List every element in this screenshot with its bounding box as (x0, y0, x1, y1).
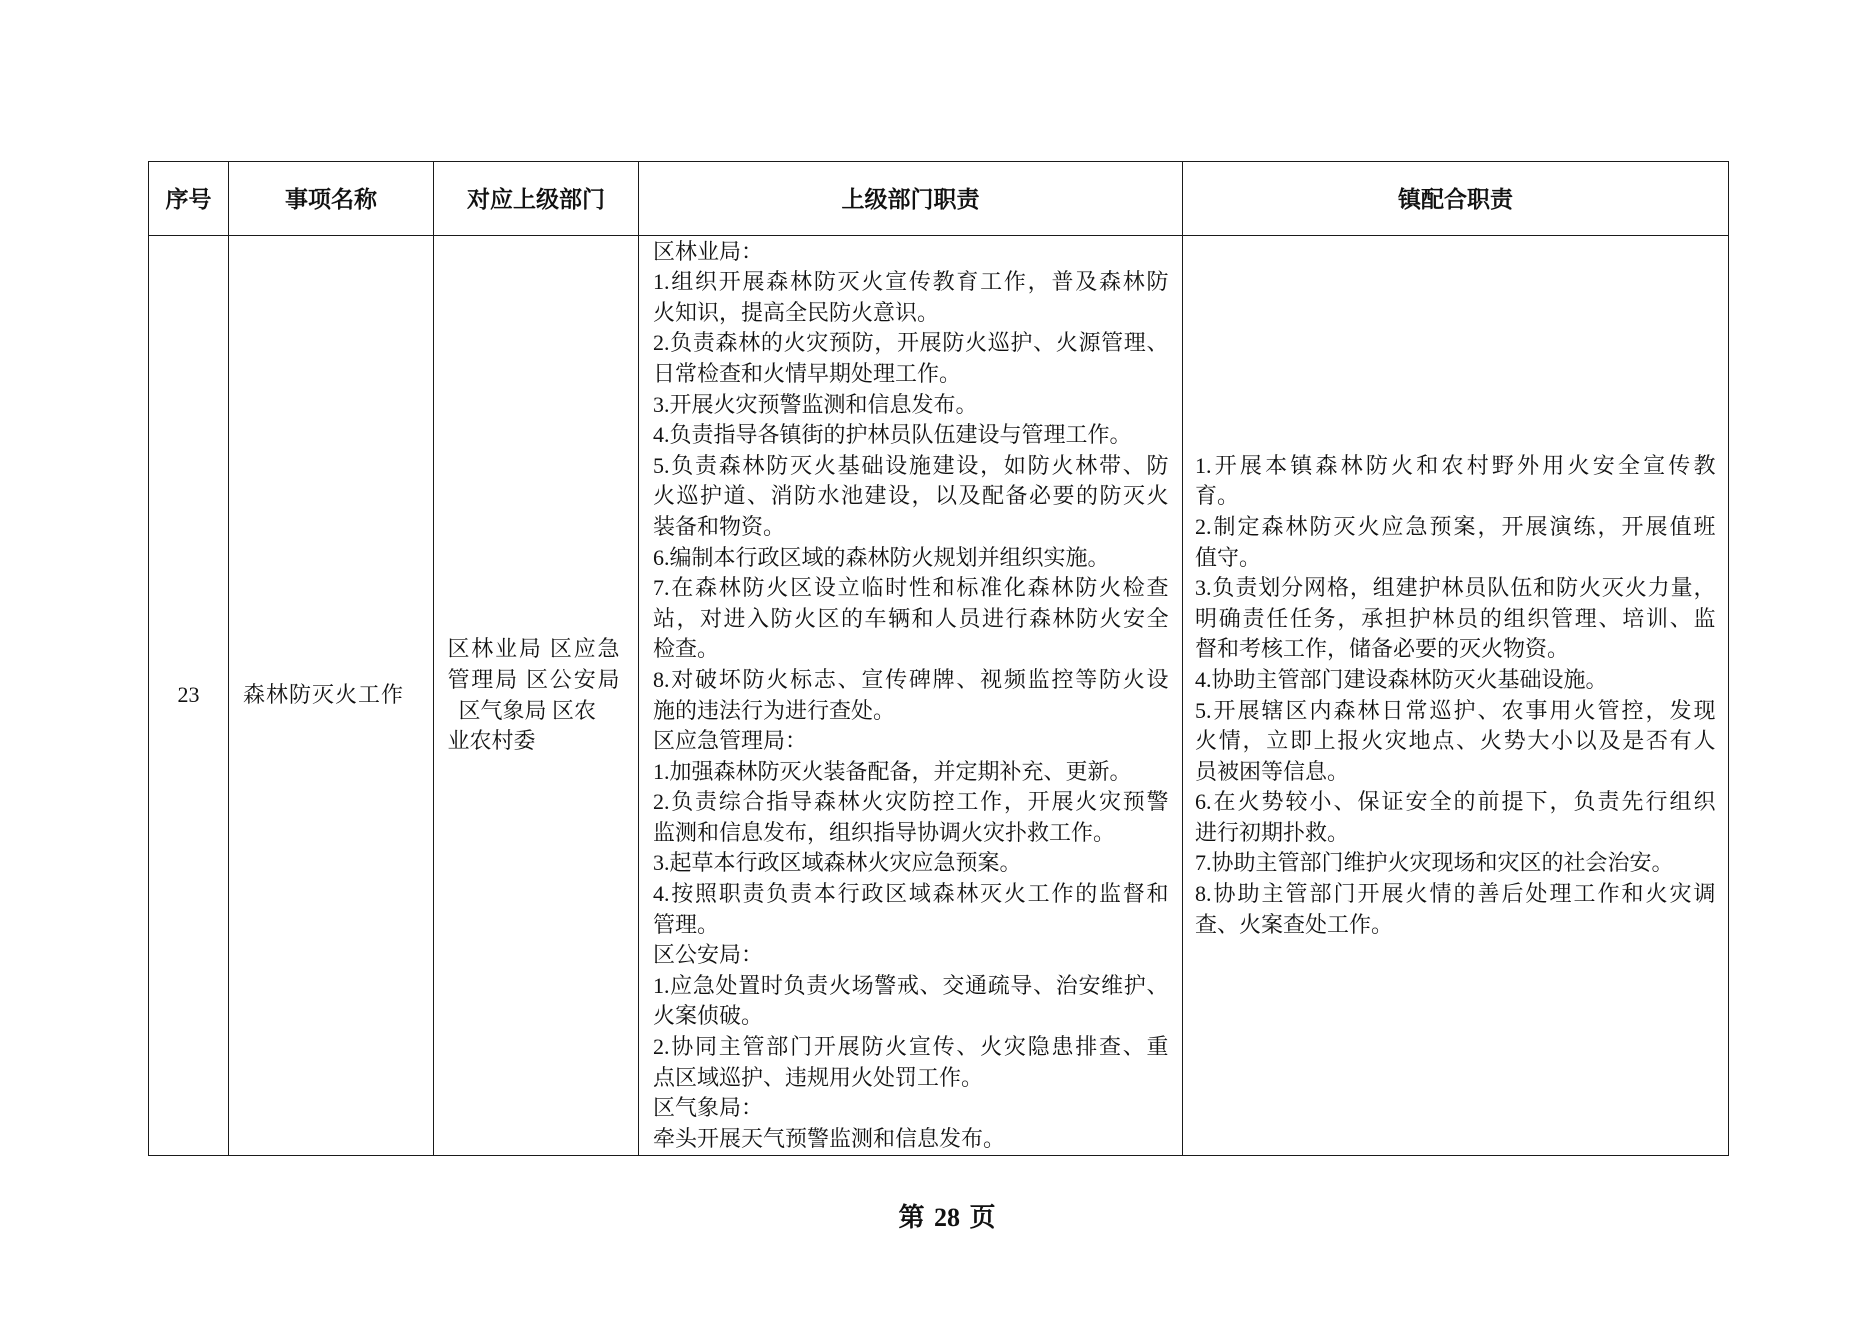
duty-section (653, 237, 1169, 727)
town-duty-line: 7.协助主管部门维护火灾现场和灾区的社会治安。 (1195, 850, 1674, 876)
town-duty-line: 1.开展本镇森林防火和农村野外用火安全宣传教 (1195, 452, 1716, 478)
duty-item (653, 1124, 1169, 1155)
duty-line: 8.对破坏防火标志、宣传碑牌、视频监控等防火设 (653, 666, 1169, 692)
duties-table (148, 161, 1729, 1156)
duty-line: 3.开展火灾预警监测和信息发布。 (653, 391, 978, 417)
town-duty-line: 育。 (1195, 483, 1240, 509)
duty-line: 管理。 (653, 911, 720, 937)
duty-line: 牵头开展天气预警监测和信息发布。 (653, 1125, 1006, 1151)
duty-line: 火巡护道、消防水池建设，以及配备必要的防灭火 (653, 483, 1169, 509)
duty-item (653, 451, 1169, 543)
duty-line: 4.按照职责负责本行政区域森林灭火工作的监督和 (653, 881, 1169, 907)
duty-line: 火知识，提高全民防火意识。 (653, 299, 940, 325)
duty-item (653, 390, 1169, 421)
town-duty-line: 3.负责划分网格，组建护林员队伍和防火灭火力量， (1195, 575, 1716, 601)
duty-item (653, 543, 1169, 574)
town-duty-line: 8.协助主管部门开展火情的善后处理工作和火灾调 (1195, 881, 1716, 907)
item-name: 森林防灭火工作 (243, 682, 405, 708)
town-duty-item (1195, 665, 1716, 696)
town-duty-line: 查、火案查处工作。 (1195, 911, 1394, 937)
duty-item (653, 420, 1169, 451)
town-duty-item (1195, 696, 1716, 788)
duty-line: 2.协同主管部门开展防火宣传、火灾隐患排查、重 (653, 1034, 1169, 1060)
duty-section-heading: 区应急管理局： (653, 728, 808, 754)
duty-line: 7.在森林防火区设立临时性和标准化森林防火检查 (653, 575, 1169, 601)
town-duty-line: 督和考核工作，储备必要的灭火物资。 (1195, 636, 1570, 662)
upper-duties-text (653, 237, 1169, 1155)
duty-line: 检查。 (653, 636, 720, 662)
duty-section (653, 726, 1169, 940)
town-duties-text (1195, 451, 1716, 941)
duty-item (653, 971, 1169, 1032)
duty-item (653, 757, 1169, 788)
header-upper-department: 对应上级部门 (434, 161, 639, 236)
header-item-name: 事项名称 (229, 161, 434, 236)
town-duties-cell (1183, 236, 1729, 1156)
town-duty-line: 进行初期扑救。 (1195, 819, 1350, 845)
town-duty-line: 6.在火势较小、保证安全的前提下，负责先行组织 (1195, 789, 1716, 815)
duty-item (653, 1032, 1169, 1093)
duty-item (653, 879, 1169, 940)
town-duty-item (1195, 451, 1716, 512)
duty-line: 2.负责综合指导森林火灾防控工作，开展火灾预警 (653, 789, 1169, 815)
department-line: 区气象局 区农 (458, 697, 597, 723)
town-duty-line: 4.协助主管部门建设森林防灭火基础设施。 (1195, 666, 1608, 692)
duty-item (653, 787, 1169, 848)
duty-section-heading: 区公安局： (653, 942, 764, 968)
duty-line: 6.编制本行政区域的森林防火规划并组织实施。 (653, 544, 1110, 570)
header-index: 序号 (148, 161, 229, 236)
town-duty-item (1195, 879, 1716, 940)
town-duty-line: 火情，立即上报火灾地点、火势大小以及是否有人 (1195, 728, 1716, 754)
town-duty-line: 明确责任任务，承担护林员的组织管理、培训、监 (1195, 605, 1716, 631)
town-duty-item (1195, 573, 1716, 665)
town-duty-item (1195, 848, 1716, 879)
row-index-cell (148, 236, 229, 1156)
duty-line: 4.负责指导各镇街的护林员队伍建设与管理工作。 (653, 422, 1132, 448)
duty-line: 站，对进入防火区的车辆和人员进行森林防火安全 (653, 605, 1169, 631)
town-duty-line: 5.开展辖区内森林日常巡护、农事用火管控，发现 (1195, 697, 1716, 723)
duty-line: 装备和物资。 (653, 513, 786, 539)
duty-line: 1.组织开展森林防灭火宣传教育工作，普及森林防 (653, 269, 1169, 295)
duty-line: 3.起草本行政区域森林火灾应急预案。 (653, 850, 1022, 876)
item-name-cell (229, 236, 434, 1156)
duty-section-heading: 区林业局： (653, 238, 764, 264)
duty-item (653, 665, 1169, 726)
duty-section-heading: 区气象局： (653, 1095, 764, 1121)
town-duty-item (1195, 787, 1716, 848)
duty-line: 1.加强森林防灭火装备配备，并定期补充、更新。 (653, 758, 1132, 784)
duty-section (653, 940, 1169, 1093)
page-number: 第 28 页 (898, 1203, 996, 1232)
duty-section (653, 1093, 1169, 1154)
town-duty-line: 员被困等信息。 (1195, 758, 1350, 784)
header-town-duties: 镇配合职责 (1183, 161, 1729, 236)
duty-item (653, 573, 1169, 665)
upper-duties-cell (639, 236, 1183, 1156)
duty-line: 5.负责森林防灭火基础设施建设，如防火林带、防 (653, 452, 1169, 478)
duty-line: 2.负责森林的火灾预防，开展防火巡护、火源管理、 (653, 330, 1169, 356)
duty-line: 监测和信息发布，组织指导协调火灾扑救工作。 (653, 819, 1116, 845)
department-line: 区林业局 区应急 (447, 636, 620, 662)
town-duty-line: 值守。 (1195, 544, 1262, 570)
duty-item (653, 848, 1169, 879)
row-index: 23 (177, 682, 200, 708)
duty-line: 日常检查和火情早期处理工作。 (653, 360, 962, 386)
header-upper-duties: 上级部门职责 (639, 161, 1183, 236)
upper-department-cell (434, 236, 639, 1156)
town-duty-item (1195, 512, 1716, 573)
duty-item (653, 328, 1169, 389)
duty-item (653, 267, 1169, 328)
duty-line: 火案侦破。 (653, 1003, 764, 1029)
town-duty-line: 2.制定森林防灭火应急预案，开展演练，开展值班 (1195, 513, 1716, 539)
upper-department-text (448, 634, 620, 756)
department-line: 业农村委 (447, 728, 536, 754)
department-line: 管理局 区公安局 (447, 666, 620, 692)
duty-line: 1.应急处置时负责火场警戒、交通疏导、治安维护、 (653, 972, 1169, 998)
duty-line: 点区域巡护、违规用火处罚工作。 (653, 1064, 984, 1090)
duty-line: 施的违法行为进行查处。 (653, 697, 896, 723)
